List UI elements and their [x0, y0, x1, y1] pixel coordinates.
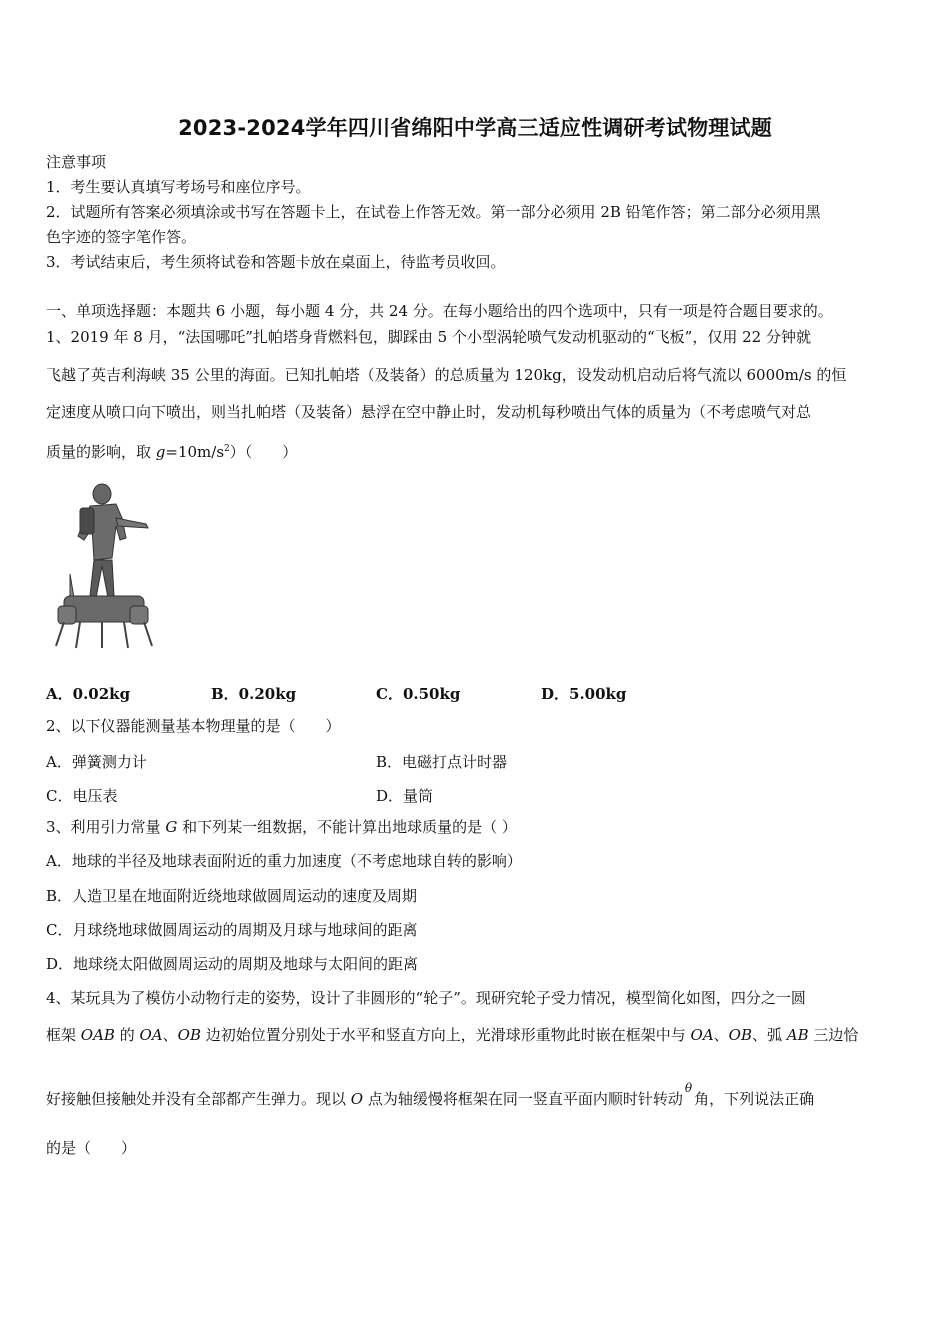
q2-option-b: B．电磁打点计时器: [376, 753, 508, 771]
q3-var-G: G: [165, 818, 178, 836]
q4-line: 的是（ ）: [46, 1139, 137, 1157]
q4-text: 点为轴缓慢将框架在同一竖直平面内顺时针转动: [363, 1090, 683, 1108]
jetpack-flyer-figure: [50, 478, 162, 650]
q1-option-c: C．0.50kg: [376, 685, 461, 703]
q4-text: 边初始位置分别处于水平和竖直方向上，光滑球形重物此时嵌在框架中与: [200, 1026, 691, 1044]
q3-option-b: B．人造卫星在地面附近绕地球做圆周运动的速度及周期: [46, 887, 418, 905]
q4-text: 好接触但接触处并没有全部都产生弹力。现以: [46, 1090, 351, 1108]
notice-item: 1．考生要认真填写考场号和座位序号。: [46, 178, 311, 196]
q4-var: O: [350, 1090, 364, 1108]
q3-text: 和下列某一组数据，不能计算出地球质量的是（ ）: [177, 818, 517, 836]
exam-title: 2023-2024学年四川省绵阳中学高三适应性调研考试物理试题: [178, 116, 772, 140]
q3-option-d: D．地球绕太阳做圆周运动的周期及地球与太阳间的距离: [46, 955, 419, 973]
q1-line: 飞越了英吉利海峡 35 公里的海面。已知扎帕塔（及装备）的总质量为 120kg，设发动机启动后将气流以 6000m/s 的恒: [46, 366, 847, 384]
q4-line: [46, 1081, 906, 1109]
q4-text: 框架: [46, 1026, 81, 1044]
q4-line: 4、某玩具为了模仿小动物行走的姿势，设计了非圆形的“轮子”。现研究轮子受力情况，模型简化如图，四分之一圆: [46, 989, 806, 1007]
q4-var: OB: [177, 1026, 201, 1044]
q1-text: 质量的影响，取: [46, 443, 156, 461]
q3-option-a: A．地球的半径及地球表面附近的重力加速度（不考虑地球自转的影响）: [46, 852, 522, 870]
q3-option-c: C．月球绕地球做圆周运动的周期及月球与地球间的距离: [46, 921, 418, 939]
q1-text: ）（ ）: [229, 443, 298, 461]
q1-line: 定速度从喷口向下喷出，则当扎帕塔（及装备）悬浮在空中静止时，发动机每秒喷出气体的质量为（不考虑喷气对总: [46, 403, 812, 421]
notice-heading: 注意事项: [46, 153, 107, 171]
q4-text: 角，下列说法正确: [694, 1090, 815, 1108]
q4-text: 、弧: [752, 1026, 787, 1044]
q4-var: OB: [728, 1026, 752, 1044]
q2-stem: 2、以下仪器能测量基本物理量的是（ ）: [46, 717, 341, 735]
q2-option-d: D．量筒: [376, 787, 434, 805]
q4-text: 、: [713, 1026, 729, 1044]
notice-item: 3．考试结束后，考生须将试卷和答题卡放在桌面上，待监考员收回。: [46, 253, 506, 271]
q4-var: OA: [139, 1026, 163, 1044]
q4-var: OA: [690, 1026, 714, 1044]
q3-text: 3、利用引力常量: [46, 818, 166, 836]
q4-text: 、: [162, 1026, 178, 1044]
notice-item: 2．试题所有答案必须填涂或书写在答题卡上，在试卷上作答无效。第一部分必须用 2B 铅笔作答；第二部分必须用黑: [46, 203, 821, 221]
q1-line: 1、2019 年 8 月，“法国哪吒”扎帕塔身背燃料包，脚踩由 5 个小型涡轮喷气发动机驱动的“飞板”，仅用 22 分钟就: [46, 328, 811, 346]
q1-option-b: B．0.20kg: [211, 685, 297, 703]
notice-item: 色字迹的签字笔作答。: [46, 228, 197, 246]
q1-text: =10m/s: [165, 443, 225, 461]
q4-var: AB: [786, 1026, 809, 1044]
q2-option-c: C．电压表: [46, 787, 118, 805]
q3-stem: [46, 818, 906, 836]
q1-line-last: [46, 440, 906, 461]
section-heading: 一、单项选择题：本题共 6 小题，每小题 4 分，共 24 分。在每小题给出的四个选项中，只有一项是符合题目要求的。: [46, 302, 833, 320]
q2-option-a: A．弹簧测力计: [46, 753, 147, 771]
q4-text: 三边恰: [808, 1026, 859, 1044]
q1-sup: 2: [224, 444, 230, 454]
q1-option-a: A．0.02kg: [46, 685, 131, 703]
q1-var-g: g: [155, 443, 166, 461]
q4-text: 的: [114, 1026, 140, 1044]
q4-var: OAB: [80, 1026, 115, 1044]
q4-theta: θ: [684, 1081, 693, 1095]
q1-option-d: D．5.00kg: [541, 685, 627, 703]
q4-line: [46, 1026, 906, 1044]
